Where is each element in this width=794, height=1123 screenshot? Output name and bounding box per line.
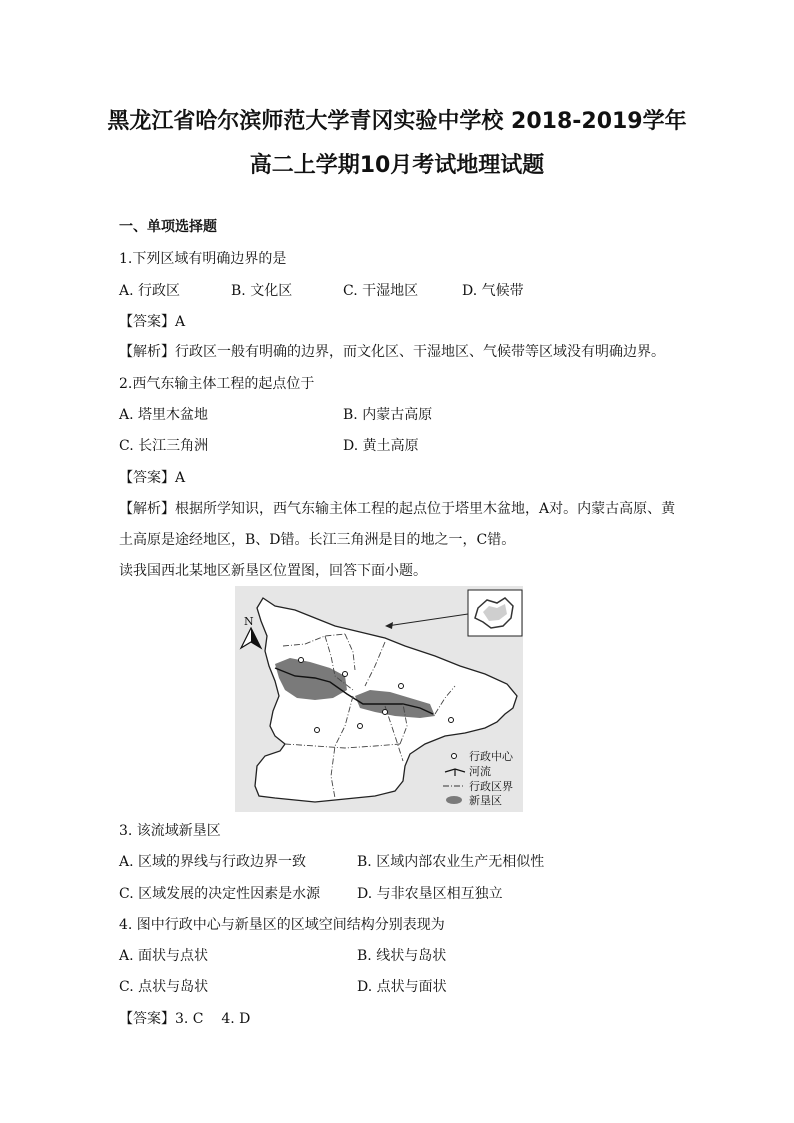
q3-option-a: A. 区域的界线与行政边界一致 (119, 854, 307, 870)
q2-analysis-text-1: 根据所学知识，西气东输主体工程的起点位于塔里木盆地，A对。内蒙古高原、黄 (175, 501, 676, 517)
q1-option-b: B. 文化区 (231, 283, 293, 299)
q1-option-d: D. 气候带 (462, 283, 524, 299)
q1-option-c: C. 干湿地区 (343, 283, 419, 299)
q3-option-d: D. 与非农垦区相互独立 (357, 886, 503, 902)
q2-option-b: B. 内蒙古高原 (343, 407, 433, 423)
legend-center-icon (452, 754, 457, 759)
legend-reclaim-icon (446, 796, 462, 804)
q2-answer: 【答案】A (119, 470, 186, 486)
admin-center (449, 718, 454, 723)
admin-center (399, 684, 404, 689)
q3-option-b: B. 区域内部农业生产无相似性 (357, 854, 545, 870)
q2-option-d: D. 黄土高原 (343, 438, 419, 454)
admin-center (358, 724, 363, 729)
q2-analysis-1 (119, 500, 675, 518)
q1-analysis-text: 行政区一般有明确的边界，而文化区、干湿地区、气候带等区域没有明确边界。 (175, 344, 665, 360)
q2-analysis-label: 【解析】 (119, 501, 175, 517)
legend-boundary-label: 行政区界 (469, 780, 513, 793)
q4-option-b: B. 线状与岛状 (357, 948, 447, 964)
reclamation-map (235, 586, 523, 812)
answer-3-4 (119, 1010, 250, 1028)
admin-center (315, 728, 320, 733)
legend-reclaim-label: 新垦区 (469, 794, 502, 807)
legend-center-label: 行政中心 (469, 750, 513, 763)
q1-analysis-label: 【解析】 (119, 344, 175, 360)
q2-option-c: C. 长江三角洲 (119, 438, 209, 454)
q2-analysis-2: 土高原是途经地区，B、D错。长江三角洲是目的地之一，C错。 (119, 532, 516, 548)
admin-center (299, 658, 304, 663)
q4-option-a: A. 面状与点状 (119, 948, 209, 964)
north-label: N (244, 615, 254, 628)
answer-3-4-label: 【答案】 (119, 1011, 175, 1027)
q4-option-d: D. 点状与面状 (357, 979, 447, 995)
q3-stem: 3. 该流域新垦区 (119, 823, 221, 839)
q2-option-a: A. 塔里木盆地 (119, 407, 209, 423)
q4-stem: 4. 图中行政中心与新垦区的区域空间结构分别表现为 (119, 917, 445, 933)
q3-option-c: C. 区域发展的决定性因素是水源 (119, 886, 321, 902)
answer-3-4-text: 3. C 4. D (175, 1011, 251, 1027)
q1-analysis (119, 343, 665, 361)
title-line-2: 高二上学期10月考试地理试题 (249, 153, 545, 178)
q1-option-a: A. 行政区 (119, 283, 181, 299)
admin-center (383, 710, 388, 715)
legend-river-label: 河流 (469, 765, 491, 778)
map-intro: 读我国西北某地区新垦区位置图，回答下面小题。 (119, 563, 427, 579)
title-line-1: 黑龙江省哈尔滨师范大学青冈实验中学校 2018-2019学年 (107, 109, 687, 134)
q4-option-c: C. 点状与岛状 (119, 979, 209, 995)
q1-answer: 【答案】A (119, 314, 186, 330)
q1-stem: 1.下列区域有明确边界的是 (119, 251, 287, 267)
admin-center (343, 672, 348, 677)
section-heading: 一、单项选择题 (119, 219, 217, 235)
q2-stem: 2.西气东输主体工程的起点位于 (119, 376, 315, 392)
